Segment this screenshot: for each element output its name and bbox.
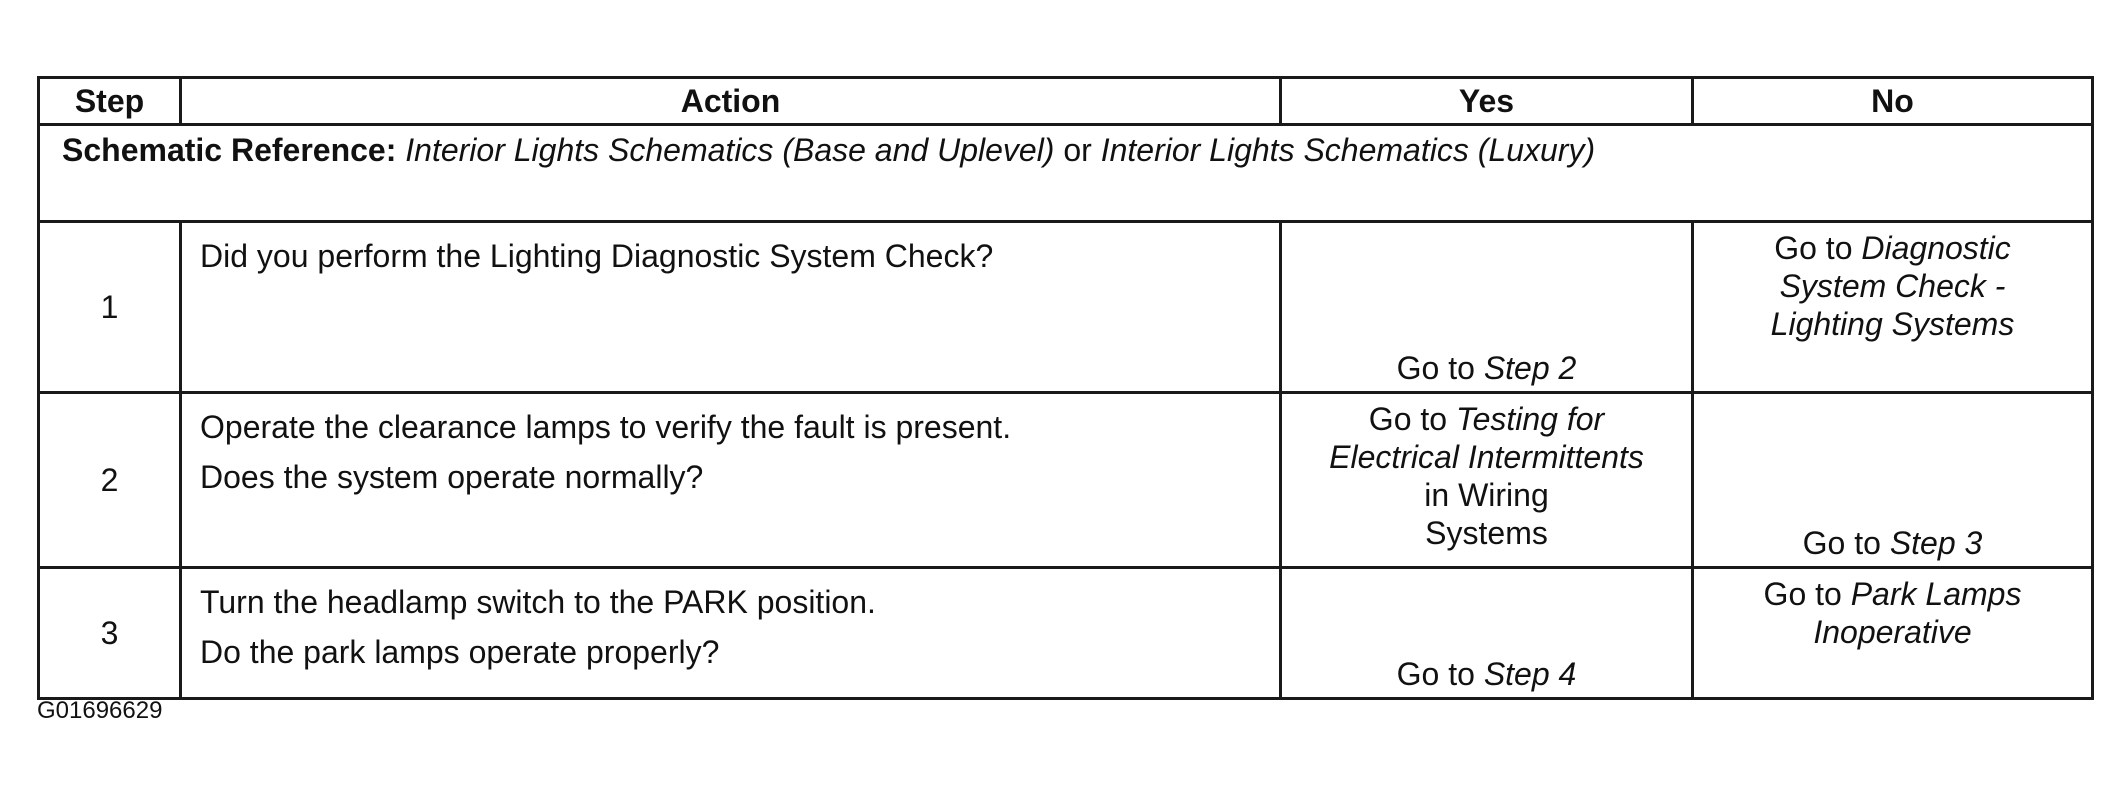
yes-prefix: Go to xyxy=(1368,401,1456,437)
no-cell xyxy=(1693,222,2093,393)
table-row xyxy=(39,393,2093,568)
action-question: Does the system operate normally? xyxy=(200,459,704,495)
no-prefix: Go to xyxy=(1802,525,1890,561)
step-number: 3 xyxy=(39,568,181,699)
schematic-reference xyxy=(39,125,2093,222)
no-link-park-lamps-inoperative[interactable]: Park Lamps Inoperative xyxy=(1813,576,2022,650)
no-cell xyxy=(1693,393,2093,568)
yes-prefix: Go to xyxy=(1396,350,1484,386)
action-question: Do the park lamps operate properly? xyxy=(200,634,720,670)
header-action: Action xyxy=(181,78,1281,125)
schematic-reference-row xyxy=(39,125,2093,222)
schematic-link-luxury[interactable]: Interior Lights Schematics (Luxury) xyxy=(1100,132,1596,168)
yes-link-testing-electrical-intermittents[interactable]: Testing for Electrical Intermittents xyxy=(1329,401,1644,475)
schematic-reference-label: Schematic Reference: xyxy=(62,132,397,168)
header-no: No xyxy=(1693,78,2093,125)
action-cell xyxy=(181,568,1281,699)
table-row xyxy=(39,568,2093,699)
no-prefix: Go to xyxy=(1763,576,1851,612)
schematic-link-base-uplevel[interactable]: Interior Lights Schematics (Base and Uplevel) xyxy=(405,132,1055,168)
step-number: 1 xyxy=(39,222,181,393)
figure-id: G01696629 xyxy=(37,697,163,724)
yes-link-step-4[interactable]: Step 4 xyxy=(1483,656,1577,692)
action-text: Operate the clearance lamps to verify the fault is present. xyxy=(200,409,1012,445)
no-link-diagnostic-system-check[interactable]: Diagnostic System Check - Lighting Systems xyxy=(1770,230,2015,342)
action-text: Did you perform the Lighting Diagnostic System Check? xyxy=(200,238,994,274)
schematic-reference-connector: or xyxy=(1054,132,1101,168)
yes-cell xyxy=(1281,393,1693,568)
yes-suffix: in Wiring Systems xyxy=(1424,477,1549,551)
no-prefix: Go to xyxy=(1774,230,1862,266)
yes-cell xyxy=(1281,568,1693,699)
no-cell xyxy=(1693,568,2093,699)
action-text: Turn the headlamp switch to the PARK position. xyxy=(200,584,876,620)
no-link-step-3[interactable]: Step 3 xyxy=(1889,525,1983,561)
action-cell xyxy=(181,393,1281,568)
yes-prefix: Go to xyxy=(1396,656,1484,692)
diagnostic-table xyxy=(37,76,2094,700)
yes-cell xyxy=(1281,222,1693,393)
header-step: Step xyxy=(39,78,181,125)
yes-link-step-2[interactable]: Step 2 xyxy=(1483,350,1577,386)
header-row xyxy=(39,78,2093,125)
header-yes: Yes xyxy=(1281,78,1693,125)
table-row xyxy=(39,222,2093,393)
action-cell xyxy=(181,222,1281,393)
step-number: 2 xyxy=(39,393,181,568)
